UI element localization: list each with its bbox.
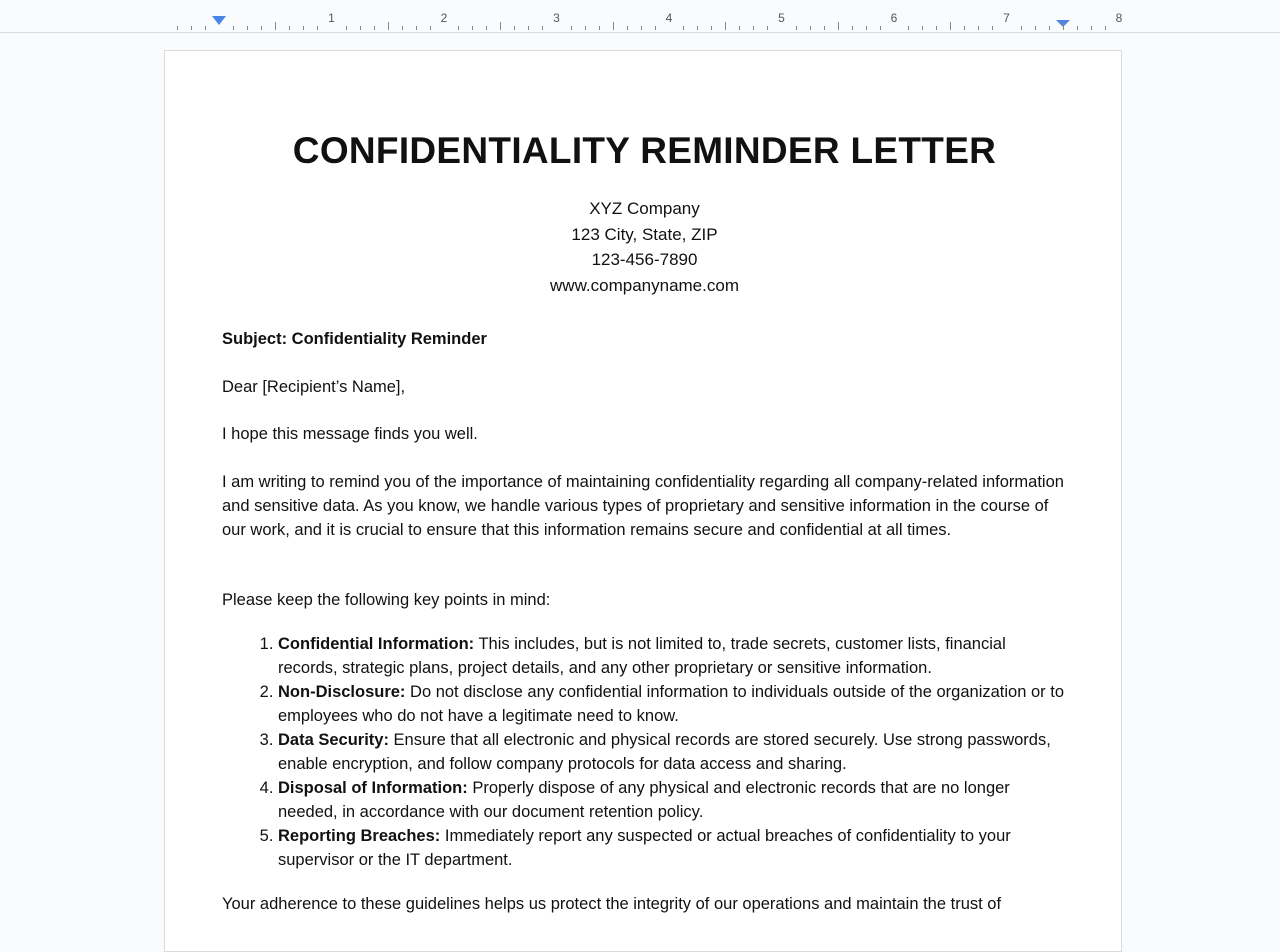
ruler-tick xyxy=(303,26,304,30)
ruler-tick xyxy=(753,26,754,30)
horizontal-ruler[interactable] xyxy=(0,0,1280,33)
ruler-tick xyxy=(289,26,290,30)
ruler-tick xyxy=(585,26,586,30)
list-item xyxy=(278,776,1067,824)
greeting: Dear [Recipient’s Name], xyxy=(222,378,406,396)
ruler-tick xyxy=(964,26,965,30)
ruler-tick xyxy=(936,26,937,30)
ruler-tick xyxy=(416,26,417,30)
company-info xyxy=(222,196,1067,299)
company-website: www.companyname.com xyxy=(550,276,739,296)
ruler-number: 3 xyxy=(553,11,560,25)
company-phone: 123-456-7890 xyxy=(591,250,698,270)
ruler-tick xyxy=(500,22,501,30)
ruler-tick xyxy=(810,26,811,30)
closing-paragraph: Your adherence to these guidelines helps us protect the integrity of our operations and maintain the trust of xyxy=(222,895,1002,913)
ruler-tick xyxy=(852,26,853,30)
ruler-tick xyxy=(866,26,867,30)
list-item-title: Disposal of Information: xyxy=(278,779,468,797)
ruler-tick xyxy=(655,26,656,30)
ruler-tick xyxy=(430,26,431,30)
ruler-tick xyxy=(1077,26,1078,30)
ruler-tick xyxy=(542,26,543,30)
company-address: 123 City, State, ZIP xyxy=(571,224,718,244)
ruler-tick xyxy=(191,26,192,30)
ruler-tick xyxy=(388,22,389,30)
ruler-number: 6 xyxy=(890,11,898,25)
ruler-tick xyxy=(177,26,178,30)
list-item xyxy=(278,680,1067,728)
company-name: XYZ Company xyxy=(589,199,700,218)
ruler-tick xyxy=(571,26,572,30)
ruler-tick xyxy=(486,26,487,30)
ruler-number: 2 xyxy=(440,11,448,25)
opening-paragraph: I hope this message finds you well. xyxy=(222,425,478,443)
list-item-title: Non-Disclosure: xyxy=(278,683,406,701)
list-item-text: Do not disclose any confidential information to individuals outside of the organization or to employees who do not have a legitimate need to know. xyxy=(278,683,1064,725)
ruler-tick xyxy=(472,26,473,30)
ruler-tick xyxy=(599,26,600,30)
ruler-tick xyxy=(1049,26,1050,30)
ruler-tick xyxy=(346,26,347,30)
ruler-tick xyxy=(838,22,839,30)
ruler-number: 8 xyxy=(1115,11,1123,25)
ruler-tick xyxy=(402,26,403,30)
list-item-text: Properly dispose of any physical and electronic records that are no longer needed, in accordance with our document retention policy. xyxy=(278,779,1010,821)
ruler-tick xyxy=(992,26,993,30)
document-page[interactable] xyxy=(164,50,1122,952)
ruler-tick xyxy=(205,26,206,30)
ruler-number: 7 xyxy=(1003,11,1010,25)
left-indent-marker[interactable] xyxy=(212,16,226,25)
ruler-tick xyxy=(247,26,248,30)
ruler-tick xyxy=(374,26,375,30)
ruler-tick xyxy=(824,26,825,30)
list-item-title: Confidential Information: xyxy=(278,635,475,653)
ruler-tick xyxy=(458,26,459,30)
ruler-number: 4 xyxy=(665,11,673,25)
list-item xyxy=(278,728,1067,776)
ruler-number: 5 xyxy=(778,11,785,25)
ruler-tick xyxy=(908,26,909,30)
subject-line: Subject: Confidentiality Reminder xyxy=(222,330,487,348)
ruler-tick xyxy=(880,26,881,30)
ruler-tick xyxy=(978,26,979,30)
ruler-tick xyxy=(796,26,797,30)
ruler-tick xyxy=(514,26,515,30)
document-title: CONFIDENTIALITY REMINDER LETTER xyxy=(292,130,997,171)
ruler-tick xyxy=(1091,26,1092,30)
key-points-list xyxy=(222,632,1067,872)
list-item-title: Data Security: xyxy=(278,731,389,749)
ruler-tick xyxy=(683,26,684,30)
ruler-tick xyxy=(950,22,951,30)
ruler-tick xyxy=(725,22,726,30)
ruler-tick xyxy=(233,26,234,30)
ruler-tick xyxy=(697,26,698,30)
list-item-text: Immediately report any suspected or actual breaches of confidentiality to your supervisor or the IT department. xyxy=(278,827,1011,869)
list-item-text: This includes, but is not limited to, trade secrets, customer lists, financial records, strategic plans, project details, and any other proprietary or sensitive information. xyxy=(278,635,1006,677)
ruler-tick xyxy=(767,26,768,30)
ruler-tick xyxy=(1035,26,1036,30)
ruler-tick xyxy=(261,26,262,30)
ruler-tick xyxy=(528,26,529,30)
ruler-tick xyxy=(922,26,923,30)
ruler-tick xyxy=(641,26,642,30)
ruler-tick xyxy=(1063,22,1064,30)
list-item-title: Reporting Breaches: xyxy=(278,827,441,845)
body-paragraph: I am writing to remind you of the importance of maintaining confidentiality regarding all company-related information and sensitive data. As you know, we handle various types of proprietary and sensitive information in the course of our work, and it is crucial to ensure that this information remains secure and confidential at all times. xyxy=(222,473,1064,539)
ruler-tick xyxy=(1105,26,1106,30)
list-item xyxy=(278,632,1067,680)
ruler-tick xyxy=(711,26,712,30)
ruler-tick xyxy=(1021,26,1022,30)
ruler-tick xyxy=(627,26,628,30)
ruler-number: 1 xyxy=(328,11,335,25)
list-item-text: Ensure that all electronic and physical records are stored securely. Use strong passwords, enable encryption, and follow company protocols for data access and sharing. xyxy=(278,731,1051,773)
list-item xyxy=(278,824,1067,872)
ruler-tick xyxy=(317,26,318,30)
ruler-tick xyxy=(613,22,614,30)
ruler-tick xyxy=(275,22,276,30)
ruler-tick xyxy=(360,26,361,30)
ruler-tick xyxy=(739,26,740,30)
list-intro: Please keep the following key points in mind: xyxy=(222,591,551,609)
